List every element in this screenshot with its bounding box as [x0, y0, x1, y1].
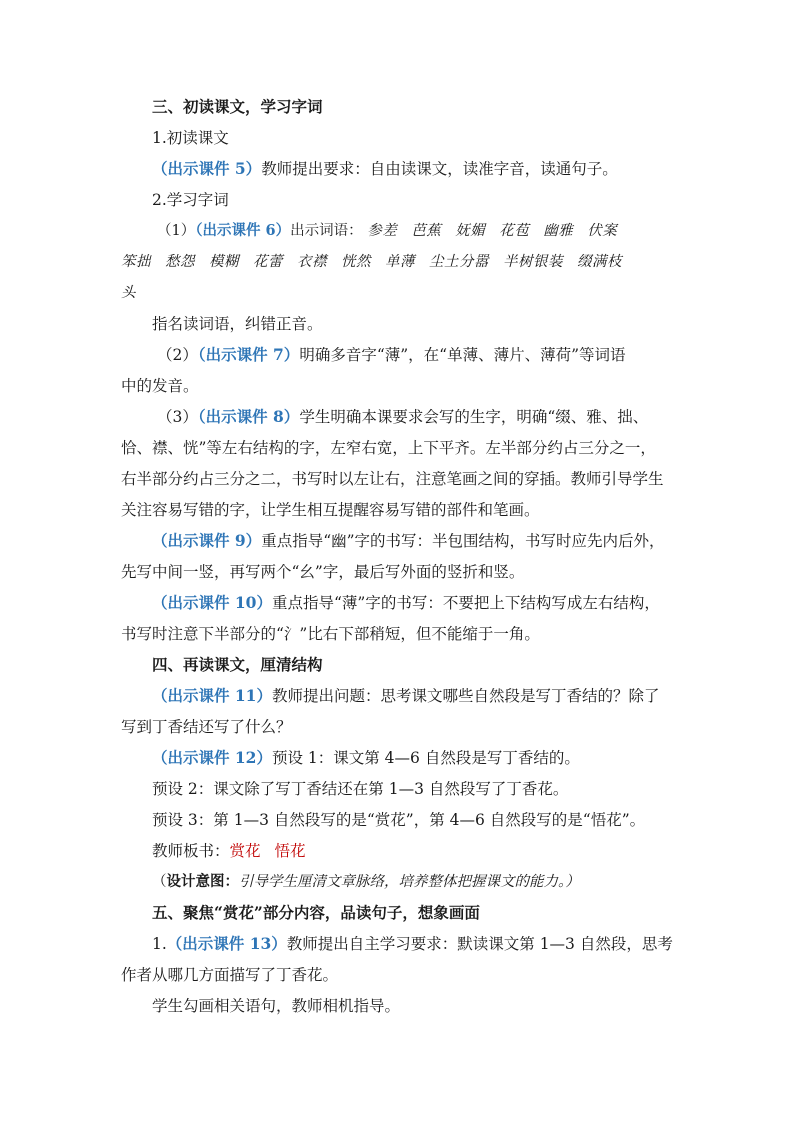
paragraph-cont: 先写中间一竖，再写两个“幺”字，最后写外面的竖折和竖。 — [121, 563, 525, 581]
paragraph-cont: 作者从哪几方面描写了丁香花。 — [121, 966, 339, 984]
word-list-line-3: 头 — [121, 285, 136, 301]
section-5-heading: 五、聚焦“赏花”部分内容，品读句子，想象画面 — [152, 903, 480, 922]
vocab-word: 尘土分嚣 — [429, 254, 489, 270]
paragraph-cont: 中的发音。 — [121, 377, 199, 395]
section-3-heading: 三、初读课文，学习字词 — [152, 97, 323, 116]
paragraph: 预设 3：第 1—3 自然段写的是“赏花”，第 4—6 自然段写的是“悟花”。 — [152, 811, 646, 829]
paragraph: （出示课件 9）重点指导“幽”字的书写：半包围结构，书写时应先内后外， — [152, 531, 665, 550]
courseware-tag: （出示课件 7） — [197, 345, 300, 364]
paragraph: （出示课件 10）重点指导“薄”字的书写：不要把上下结构写成左右结构， — [152, 593, 660, 612]
courseware-tag: （出示课件 12） — [152, 748, 272, 767]
section-4-heading: 四、再读课文，厘清结构 — [152, 655, 323, 674]
courseware-tag: （出示课件 5） — [152, 159, 262, 178]
vocab-word: 花蕾 — [253, 254, 283, 270]
board-item: 赏花 — [229, 842, 261, 860]
vocab-word: 花苞 — [499, 223, 530, 239]
courseware-tag: （出示课件 6） — [195, 222, 291, 239]
design-intent: （设计意图：引导学生厘清文章脉络，培养整体把握课文的能力。） — [152, 873, 580, 890]
paragraph: 指名读词语，纠错正音。 — [152, 315, 323, 333]
vocab-word: 衣襟 — [297, 254, 327, 270]
paragraph: （出示课件 12）预设 1：课文第 4—6 自然段是写丁香结的。 — [152, 748, 580, 767]
paragraph-cont: 书写时注意下半部分的“氵”比右下部稍短，但不能缩于一角。 — [121, 625, 540, 643]
courseware-tag: （出示课件 8） — [197, 407, 300, 426]
vocab-word: 缀满枝 — [577, 254, 622, 270]
vocab-word: 妩媚 — [455, 223, 486, 239]
paragraph-cont: 恰、襟、恍”等左右结构的字，左窄右宽，上下平齐。左半部分约占三分之一， — [121, 439, 656, 457]
vocab-word: 模糊 — [209, 254, 239, 270]
blackboard-writing: 教师板书：赏花 悟花 — [152, 842, 306, 860]
paragraph: 学生勾画相关语句，教师相机指导。 — [152, 997, 401, 1015]
paragraph: （2）（出示课件 7）明确多音字“薄”，在“单薄、薄片、薄荷”等词语 — [157, 345, 626, 364]
vocab-word: 笨拙 — [121, 254, 151, 270]
subheading-1: 1.初读课文 — [152, 129, 229, 147]
vocab-word: 愁怨 — [165, 254, 195, 270]
courseware-tag: （出示课件 11） — [152, 686, 272, 705]
paragraph: （出示课件 11）教师提出问题：思考课文哪些自然段是写丁香结的？除了 — [152, 686, 660, 705]
word-list-line-2 — [121, 252, 636, 272]
courseware-tag: （出示课件 10） — [152, 593, 272, 612]
vocab-word: 参差 — [367, 223, 398, 239]
vocab-word: 芭蕉 — [411, 223, 442, 239]
vocab-word: 恍然 — [341, 254, 371, 270]
paragraph: 1.（出示课件 13）教师提出自主学习要求：默读课文第 1—3 自然段，思考 — [152, 934, 673, 953]
vocab-word: 半树银装 — [503, 254, 563, 270]
paragraph-cont: 右半部分约占三分之二，书写时以左让右，注意笔画之间的穿插。教师引导学生 — [121, 470, 664, 488]
vocab-word: 单薄 — [385, 254, 415, 270]
paragraph: （出示课件 5）教师提出要求：自由读课文，读准字音，读通句子。 — [152, 159, 618, 178]
word-list-line-1 — [367, 223, 631, 239]
paragraph-words: （1）（出示课件 6）出示词语： 参差 芭蕉 妩媚 花苞 幽雅 伏案 — [157, 221, 631, 241]
paragraph: 预设 2：课文除了写丁香结还在第 1—3 自然段写了丁香花。 — [152, 780, 569, 798]
courseware-tag: （出示课件 9） — [152, 531, 262, 550]
paragraph-cont: 关注容易写错的字，让学生相互提醒容易写错的部件和笔画。 — [121, 501, 540, 519]
courseware-tag: （出示课件 13） — [166, 934, 287, 953]
vocab-word: 幽雅 — [543, 223, 574, 239]
vocab-word: 伏案 — [587, 223, 618, 239]
paragraph: （3）（出示课件 8）学生明确本课要求会写的生字，明确“缀、雅、拙、 — [157, 407, 649, 426]
paragraph-cont: 写到丁香结还写了什么？ — [121, 718, 292, 736]
subheading-2: 2.学习字词 — [152, 191, 229, 209]
board-item: 悟花 — [274, 842, 306, 860]
